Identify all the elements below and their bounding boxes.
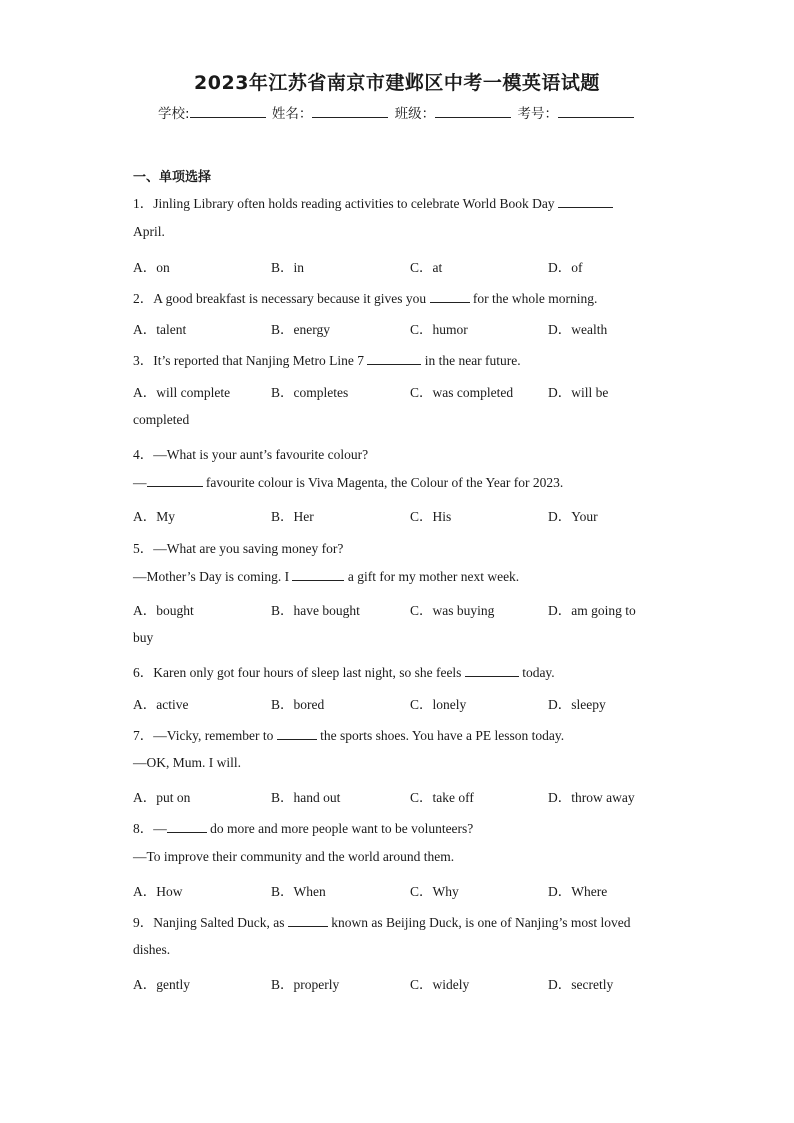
option-a[interactable]: A．My	[133, 509, 176, 524]
answer-blank	[367, 352, 421, 365]
number-blank[interactable]	[558, 105, 634, 118]
school-label: 学校:	[158, 106, 190, 122]
option-c[interactable]: C．humor	[410, 322, 468, 337]
question-8-line-1: 8．— do more and more people want to be volunteers?	[133, 821, 474, 836]
option-d[interactable]: D．throw away	[548, 790, 635, 805]
question-3-options	[133, 381, 673, 399]
option-b[interactable]: B．in	[271, 260, 305, 275]
option-b[interactable]: B．hand out	[271, 790, 341, 805]
student-info-line	[0, 102, 794, 122]
question-4-options	[133, 505, 673, 523]
option-b[interactable]: B．bored	[271, 697, 325, 712]
section-title: 一、单项选择	[133, 170, 212, 185]
option-b[interactable]: B．Her	[271, 509, 314, 524]
question-2-line-1: 2．A good breakfast is necessary because it gives you for the whole morning.	[133, 291, 598, 306]
option-a[interactable]: A．How	[133, 884, 183, 899]
option-c[interactable]: C．was buying	[410, 603, 495, 618]
question-9-options	[133, 973, 673, 991]
answer-blank	[288, 914, 328, 927]
option-c[interactable]: C．at	[410, 260, 443, 275]
question-1-line-2: April.	[133, 224, 165, 239]
answer-blank	[430, 290, 470, 303]
question-9-line-2: dishes.	[133, 942, 171, 957]
option-c[interactable]: C．Why	[410, 884, 459, 899]
question-2-options	[133, 318, 673, 336]
question-7-line-2: —OK, Mum. I will.	[133, 755, 241, 770]
option-b[interactable]: B．completes	[271, 385, 349, 400]
option-d[interactable]: D．of	[548, 260, 583, 275]
page-title: 2023年江苏省南京市建邺区中考一模英语试题	[194, 72, 600, 94]
class-blank[interactable]	[435, 105, 511, 118]
option-d[interactable]: D．will be	[548, 385, 609, 400]
option-a[interactable]: A．bought	[133, 603, 194, 618]
answer-blank	[558, 195, 613, 208]
question-3-option-wrap: completed	[133, 412, 190, 427]
question-5-line-1: 5．—What are you saving money for?	[133, 541, 344, 556]
question-7-line-1: 7．—Vicky, remember to the sports shoes. You have a PE lesson today.	[133, 728, 565, 743]
answer-blank	[465, 664, 519, 677]
question-6-options	[133, 693, 673, 711]
question-5-options	[133, 599, 673, 617]
question-4-line-2: — favourite colour is Viva Magenta, the Colour of the Year for 2023.	[133, 475, 564, 490]
option-d[interactable]: D．Where	[548, 884, 608, 899]
class-label: 班级：	[394, 106, 436, 122]
option-c[interactable]: C．widely	[410, 977, 470, 992]
option-a[interactable]: A．talent	[133, 322, 187, 337]
question-6-line-1: 6．Karen only got four hours of sleep last night, so she feels today.	[133, 665, 555, 680]
option-d[interactable]: D．Your	[548, 509, 598, 524]
option-a[interactable]: A．will complete	[133, 385, 231, 400]
name-blank[interactable]	[312, 105, 388, 118]
question-8-options	[133, 880, 673, 898]
question-9-line-1: 9．Nanjing Salted Duck, as known as Beijing Duck, is one of Nanjing’s most loved	[133, 915, 631, 930]
option-c[interactable]: C．lonely	[410, 697, 467, 712]
option-a[interactable]: A．put on	[133, 790, 191, 805]
option-b[interactable]: B．have bought	[271, 603, 360, 618]
question-1-options	[133, 256, 673, 274]
question-7-options	[133, 786, 673, 804]
question-5-line-2: —Mother’s Day is coming. I a gift for my mother next week.	[133, 569, 520, 584]
answer-blank	[292, 568, 344, 581]
option-c[interactable]: C．His	[410, 509, 452, 524]
option-d[interactable]: D．wealth	[548, 322, 608, 337]
option-a[interactable]: A．gently	[133, 977, 190, 992]
option-d[interactable]: D．am going to	[548, 603, 636, 618]
option-d[interactable]: D．sleepy	[548, 697, 606, 712]
answer-blank	[277, 727, 317, 740]
option-c[interactable]: C．take off	[410, 790, 474, 805]
question-1-line-1: 1．Jinling Library often holds reading activities to celebrate World Book Day	[133, 192, 613, 212]
question-4-line-1: 4．—What is your aunt’s favourite colour?	[133, 447, 369, 462]
name-label: 姓名：	[271, 106, 313, 122]
option-d[interactable]: D．secretly	[548, 977, 614, 992]
answer-blank	[147, 474, 203, 487]
option-a[interactable]: A．active	[133, 697, 189, 712]
question-5-option-wrap: buy	[133, 630, 154, 645]
option-a[interactable]: A．on	[133, 260, 170, 275]
option-b[interactable]: B．properly	[271, 977, 340, 992]
answer-blank	[167, 820, 207, 833]
number-label: 考号：	[517, 106, 558, 122]
option-b[interactable]: B．When	[271, 884, 326, 899]
school-blank[interactable]	[190, 105, 266, 118]
option-b[interactable]: B．energy	[271, 322, 330, 337]
option-c[interactable]: C．was completed	[410, 385, 514, 400]
question-3-line-1: 3．It’s reported that Nanjing Metro Line 7 in the near future.	[133, 353, 521, 368]
question-8-line-2: —To improve their community and the world around them.	[133, 849, 455, 864]
